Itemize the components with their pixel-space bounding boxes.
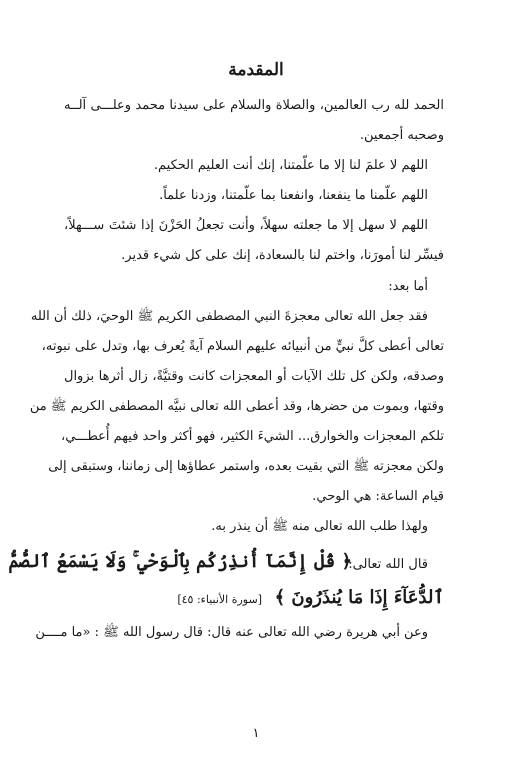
quran-verse-line-1: ﴿ قُلْ إِنَّمَآ أُنذِرُكُم بِٱلْوَحْيِ ۚ وَلَا يَسْمَعُ ٱلصُّمُّ xyxy=(8,551,352,572)
paragraph-line: اللهم علّمنا ما ينفعنا، وانفعنا بما علّمتنا، وزدنا علماً. xyxy=(159,188,428,203)
paragraph-line: وعن أبي هريرة رضي الله تعالى عنه قال: قال رسول الله ﷺ : «ما مــــن xyxy=(35,625,428,640)
paragraph-line: قيام الساعة: هي الوحي. xyxy=(312,489,444,504)
paragraph-line: اللهم لا سهل إلا ما جعلته سهلاً، وأنت تجعلُ الحَزْنَ إذا شئتَ ســـهلاً، xyxy=(64,218,428,233)
paragraph-line: وصحبه أجمعين. xyxy=(359,128,444,143)
paragraph-line: تلكم المعجزات والخوارق... الشيءَ الكثير، فهو أكثر واحد فيهم أُعطـــي، xyxy=(61,429,444,444)
paragraph-line: وقتها، وبموت من حضرها، وقد أعطى الله تعالى نبيَّه المصطفى الكريم ﷺ من xyxy=(29,399,444,414)
paragraph-line: أما بعد: xyxy=(388,279,428,294)
page-title: المقدمة xyxy=(228,60,284,80)
paragraph-line: اللهم لا علمَ لنا إلا ما علّمتنا، إنك أنت العليم الحكيم. xyxy=(153,158,428,173)
paragraph-line: وصدقه، ولكن كل تلك الآيات أو المعجزات كانت وقتيَّةً، زال أثرها بزوال xyxy=(64,369,444,384)
quran-verse-line-2: ٱلدُّعَآءَ إِذَا مَا يُنذَرُونَ ﴾ xyxy=(274,587,444,608)
paragraph-line: فيسِّر لنا أمورَنا، واختم لنا بالسعادة، إنك على كل شيء قدير. xyxy=(121,248,444,263)
paragraph-line: ولكن معجزته ﷺ التي بقيت بعده، واستمر عطاؤها إلى زماننا، وستبقى إلى xyxy=(48,459,444,474)
paragraph-line: ولهذا طلب الله تعالى منه ﷺ أن ينذر به. xyxy=(211,519,428,534)
quran-intro: قال الله تعالى: xyxy=(348,557,428,572)
page-number: ١ xyxy=(252,726,260,741)
quran-reference: [سورة الأنبياء: ٤٥] xyxy=(177,593,262,606)
paragraph-line: فقد جعل الله تعالى معجزةَ النبي المصطفى الكريم ﷺ الوحيَ، ذلك أن الله xyxy=(30,309,428,324)
paragraph-line: الحمد لله رب العالمين، والصلاة والسلام على سيدنا محمد وعلـــى آلــه xyxy=(64,98,444,113)
paragraph-line: تعالى أعطى كلَّ نبيٍّ من أنبيائه عليهم السلام آيةً يُعرف بها، وتدل على نبوته، xyxy=(41,339,444,354)
